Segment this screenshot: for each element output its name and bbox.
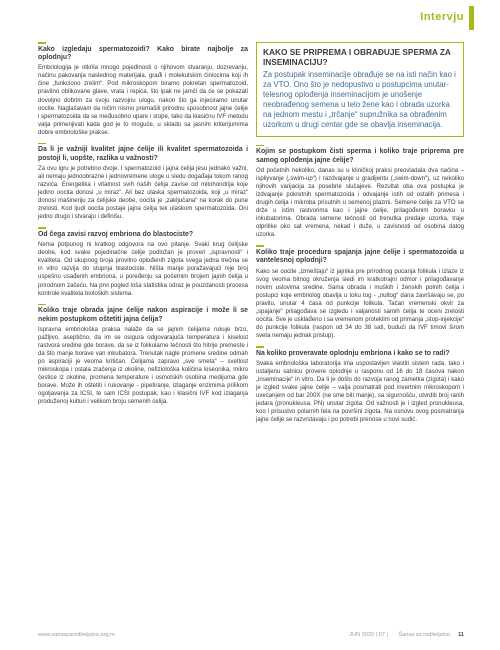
qa-block	[38, 42, 248, 137]
qa-block	[38, 227, 248, 297]
question-heading: Koliko traje procedura spajanja jajne ćelije i spermatozoida u vantelesnoj oplodnji?	[256, 245, 464, 265]
callout-text: Za postupak inseminacije obrađuje se na isti način kao i za VTO. Ono što je nedopustivo u postupcima unutar-telesnog oplođenja inseminacijom je unošenje neobrađenog semena u telo žene kao i obrada uzorka na jednom mestu i „trčanje“ supružnika sa obrađenim uzorkom u drugi centar gde se obavlja inseminacija.	[263, 70, 456, 129]
qa-block	[256, 245, 464, 340]
page-header	[0, 0, 500, 30]
question-heading: Da li je važniji kvalitet jajne ćelije ili kvalitet spermatozoida i postoji li, uopšte, razlika u važnosti?	[38, 143, 248, 163]
issue-number: 07	[378, 632, 385, 638]
question-heading: Od čega zavisi razvoj embriona do blastociste?	[38, 227, 248, 239]
question-heading: Na koliko proveravate oplodnju embriona i kako se to radi?	[256, 346, 464, 358]
qa-block	[256, 346, 464, 424]
footer-divider: |	[386, 632, 388, 638]
callout-box	[256, 42, 464, 137]
qa-block	[38, 304, 248, 407]
answer-text: Za ovu igru je potrebno dvoje. I spermatozoid i jajna ćelija jesu jednako važni, ali nemaju jednoobrazne i jednovremene uloge u sledu događaja tokom ranog razvića. Energetika i vitalnost svih naših ćelija zavise od mitohondrija koje jedino oocita donosi „u mirazˮ. Ali bez ulaska spermatozoida, koji „u mirazˮ donosi mašineriju za ćelijske deobe, oocita je „zaključana“ na korak do pune zrelosti. Kod ljudi oocita postaje jajna ćelija tek ulaskom spermatozoida. Oni jedno drugo i stvaraju i definišu.	[38, 166, 248, 221]
answer-text: Svaka embriološka laboratorija ima uspostavljen vlastiti sistem rada, tako i ustaljenu satnicu provere oplodnje u rasponu od 16 do 18 časova nakon „inseminacije“ in vitro. Da li je došlo do razvoja ranog zametka (zigota) i kako je izgled svake jajne ćelije – valja posmatrati pod invertnim mikroskopom i uvećanjem od bar 200X (ne sme biti manje), sa sigurnošću, utvrditi broj ranih jedara (pronukleusa, PN) unutar zigota. Od važnosti je i izgled pronukleusa, koo i prisustvo polarnih tela na površini zigota. Na osnovu ovog posmatranja jajne ćelije se razvrstavaju i po potrebi prenose u novi sudić.	[256, 361, 464, 424]
publication-name: Šansa za roditeljstvo	[398, 632, 450, 638]
footer-issue	[349, 632, 388, 638]
answer-text: Od početnih nekoliko, danas su u kliničkoj praksi preovladala dva načina – ispliyvanje („swim-up“) i razdvajanje u gradijentu („swim-down“), uz nekoliko njihovih varijacija za posebne slučajeve. Rezultat oba ova postupka je izdvajanje pokretnih spermatozoida i odvajanje istih od ostalih primesa i drugih ćelija i mikroba prisutnih u semenoj plazmi. Semene ćelije za VTO se drže u istim rastvorima kao i jajne ćelije, prilagođenim boravku u inkubatorima. Obrada semene tečnosti od trenutka predaje uzorka, traje otprilike oko sat vremena, nekad i duže, u zavisnosti od osobina datog uzorka.	[256, 167, 464, 239]
answer-text: Nema potpunog ni kratkog odgovora na ovo pitanje. Svaki krug ćelijske deobe, kod svake pojedinačne ćelije podložan je proveri „ispravnosti“ i kvaliteta. Od ukupnog broja provilno oplođenih zigota svega jedna trećina se in vitro razvija do stupnja blastociste. Ništa manje poražavajući nije broj uspešno usađenih embriona, u poređenju sa početnim brojem jajnih ćelija u prirodnom začeću. Na prvi pogled loša statistika odraz je pouzdanosti procesa kontrole kvaliteta bioloških sistema.	[38, 242, 248, 297]
section-label: Intervju	[420, 11, 464, 23]
qa-block	[256, 145, 464, 240]
footer-divider: |	[375, 632, 378, 638]
question-heading: Kojim se postupkom čisti sperma i koliko traje priprema pre samog oplođenja jajne ćelije?	[256, 145, 464, 165]
section-accent-bar	[469, 6, 474, 30]
footer-website-link[interactable]: www.sansazaroditeljstvo.org.rs	[38, 632, 115, 638]
right-column	[256, 42, 464, 430]
question-heading: Kako izgledaju spermatozoidi? Kako birate najbolje za oplodnju?	[38, 42, 248, 62]
left-column	[38, 42, 248, 412]
answer-text: Embriologija je otkrila mnogo pojedinosti o njihovom stvaranju, dozrevanju, načinu pakovanja naslednog materijala, građi i molekulskim činiocima koji ih čine „funkciono zrelim“. Pod mikroskopom biramo pokretan spermatozoid, pravilno oblikovane glave, vrata i repića, što ipak ne jamči da će se pokazati dovoljno dobrim za svoju razvojnu ulogu, nakon što ga injeciramo unutar oocite. Naglašavam da ničim nismo premašili prirodnu sposobnost jajne ćelije i spermatozoida da se međusobno upare i stope, tako da klasičnu IVF metodu valja primenjivati kada god je to moguće, u skladu sa jasnim kriterijumima dobre embriološke prakse.	[38, 65, 248, 136]
page-number: 11	[458, 632, 464, 638]
qa-block	[38, 143, 248, 222]
question-heading: Koliko traje obrada jajne ćelije nakon aspiracije i može li se nekim postupkom oštetiti jajna ćelija?	[38, 304, 248, 324]
answer-text: Ispravna embriološka praksa nalaže da se jajnim ćelijama rukuje brzo, pažljivo, aseptično, da im se osigura odgovarajuća temperatura i kiselost rastvora sredine gde borave, da se iz folikularne tečnosti što hitrije premeste i da što manje borave van inkubatora. Trenutak nagle promene sredine odmah po aspiraciji je veoma kritičan. Ćelijama zapravo „sve smeta“ – svetlost mikroskopa i ostala zračenja iz okoline, nefiziološka količina kiseonika, mikro čestice iz okoline, promena temperature i osmotskih osobina medijuma gde borave. Može ih oštetiti i rukovanje - pipetiranje, izlaganje enzimima prilikom ogoljavanja za ICSI, te sam ICSI postupak, kao i klasični IVF kod izlaganja produženoj kulturi i velikom broju semenih ćelija.	[38, 326, 248, 406]
answer-text: Kako se oocite „izmeštaju“ iz jajnika pre prirodnog pucanja folikula i izlaze iz svog veoma bitnog okruženja sledi im kratkotrajni odmor i prilagođavanje novim uslovima sredine. Sama obrada i muških i ženskih polnih ćelija i postupci koje embriolog obavlja u toku tog - „nultog“ dana završavaju se, po pravilu, unutar 4 časa od punkcije folikula. Tačan vremenski okvir za „spajanje“ prilagođava se izgledu i valjanosti samih ćelija te oceni zrelosti oocita. Sve je usklađeno i sa vremenom proteklim od primanja „stop-injekcije“ do punkcije folikula (raspon od 34 do 38 sati, budući da IVF timovi širom sveta nemaju jednak pristup).	[256, 268, 464, 340]
callout-title: KAKO SE PRIPREMA I OBRAĐUJE SPERMA ZA INSEMINACIJU?	[263, 47, 451, 67]
issue-date: JUN 2020	[349, 632, 375, 638]
